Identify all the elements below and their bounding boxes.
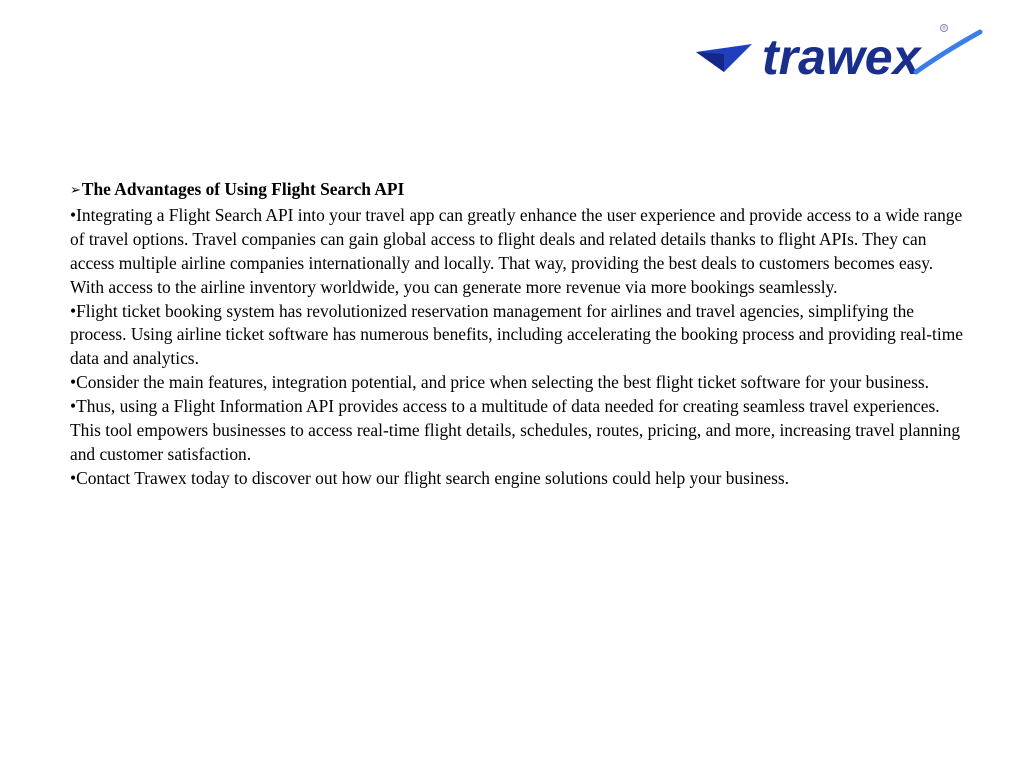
section-heading-text: The Advantages of Using Flight Search API (81, 179, 405, 199)
paragraph-flight-info-api: •Thus, using a Flight Information API provides access to a multitude of data needed for creating seamless travel experiences. This tool empowers businesses to access real-time flight details, schedules, routes, pricing, and more, increasing travel planning and customer satisfaction. (70, 396, 961, 464)
paragraph-api-benefits: •Integrating a Flight Search API into your travel app can greatly enhance the user experience and provide access to a wide range of travel options. Travel companies can gain global access to flight deals and related details thanks to flight APIs. They can access multiple airline companies internationally and locally. That way, providing the best deals to customers becomes easy. With access to the airline inventory worldwide, you can generate more revenue via more bookings seamlessly. (70, 204, 963, 297)
slide-body (70, 178, 970, 491)
section-heading (70, 178, 970, 204)
logo-arrow-tail-icon (696, 52, 724, 72)
trawex-logo-graphic (694, 22, 984, 84)
paragraph-booking-system: •Flight ticket booking system has revolutionized reservation management for airlines and travel agencies, simplifying the process. Using airline ticket software has numerous benefits, including accelerating the booking process and providing real-time data and analytics. (70, 300, 963, 369)
logo-registered-mark: ® (941, 26, 947, 33)
arrow-bullet-icon: ➢ (70, 183, 81, 198)
logo-wordmark: trawex (762, 29, 921, 84)
trawex-logo (694, 22, 984, 84)
paragraph-contact: •Contact Trawex today to discover out how our flight search engine solutions could help your business. (70, 467, 790, 488)
logo-swoosh-icon (916, 32, 980, 72)
paragraph-selection-tips: •Consider the main features, integration potential, and price when selecting the best flight ticket software for your business. (70, 372, 929, 393)
